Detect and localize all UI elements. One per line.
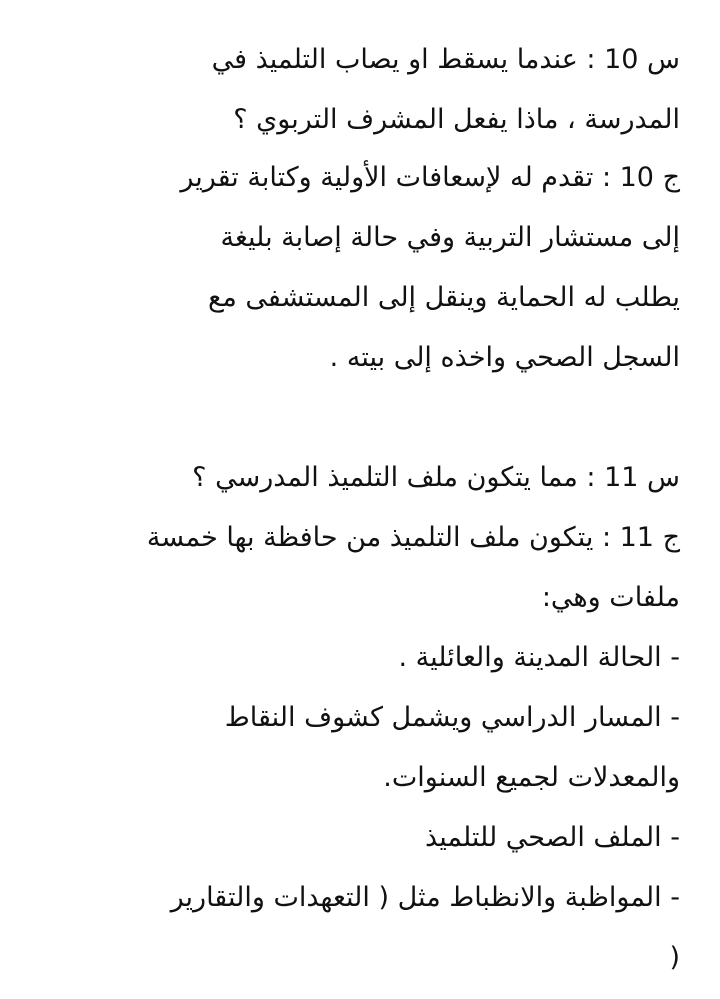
answer-10-line-4: السجل الصحي واخذه إلى بيته . — [329, 342, 680, 373]
question-11-line-1: س 11 : مما يتكون ملف التلميذ المدرسي ؟ — [192, 462, 680, 493]
question-10-line-2: المدرسة ، ماذا يفعل المشرف التربوي ؟ — [233, 104, 680, 135]
answer-11-line-1: ج 11 : يتكون ملف التلميذ من حافظة بها خمسة — [146, 522, 680, 553]
list-item-3: - الملف الصحي للتلميذ — [425, 822, 680, 853]
list-item-4-line-1: - المواظبة والانظباط مثل ( التعهدات والتقارير — [170, 882, 680, 913]
list-item-2-line-2: والمعدلات لجميع السنوات. — [383, 762, 680, 793]
answer-10-line-2: إلى مستشار التربية وفي حالة إصابة بليغة — [220, 222, 680, 253]
list-item-2-line-1: - المسار الدراسي ويشمل كشوف النقاط — [224, 702, 680, 733]
question-10-line-1: س 10 : عندما يسقط او يصاب التلميذ في — [211, 44, 680, 75]
answer-11-line-2: ملفات وهي: — [541, 582, 680, 613]
list-item-1: - الحالة المدينة والعائلية . — [398, 642, 680, 673]
answer-10-line-1: ج 10 : تقدم له لإسعافات الأولية وكتابة تقرير — [180, 162, 680, 193]
answer-10-line-3: يطلب له الحماية وينقل إلى المستشفى مع — [208, 282, 680, 313]
list-item-4-line-2: ) — [669, 942, 680, 973]
